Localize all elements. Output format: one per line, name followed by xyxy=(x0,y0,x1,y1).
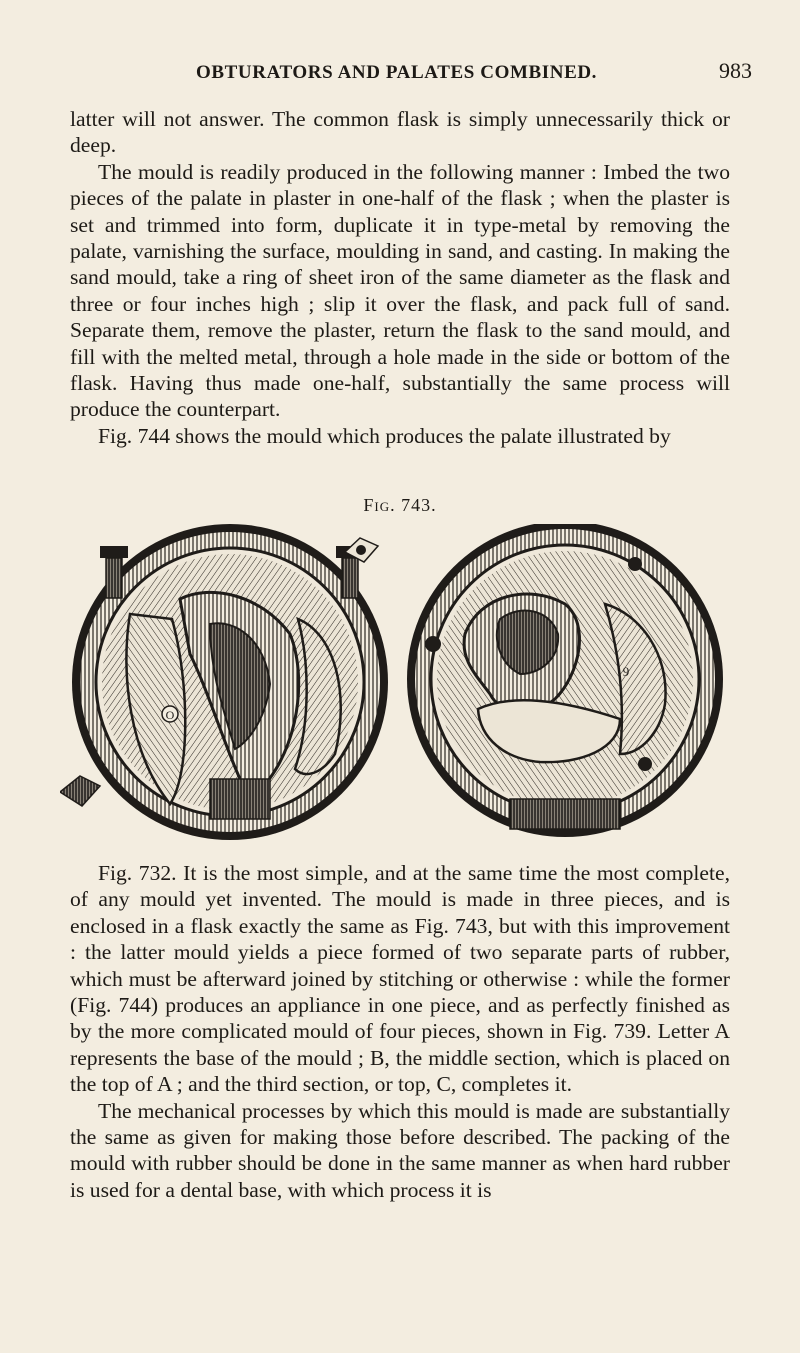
paragraph: The mechanical processes by which this mould is made are substantially the same as given for making those before described. The packing of the mould with rubber should be done in the same manner as when hard rubber is used for a dental base, with which process it is xyxy=(70,1098,730,1202)
paragraph: Fig. 732. It is the most simple, and at the same time the most complete, of any mould yet invented. The mould is made in three pieces, and is enclosed in a flask exactly the same as Fig. 743, but with this improvement : the latter mould yields a piece formed of two separate parts of rubber, which must be afterward joined by stitching or otherwise : while the former (Fig. 744) produces an appliance in one piece, and as perfectly finished as by the more complicated mould of four pieces, shown in Fig. 739. Letter A represents the base of the mould ; B, the middle section, which is placed on the top of A ; and the third section, or top, C, completes it. xyxy=(70,861,730,1097)
running-title: OBTURATORS AND PALATES COMBINED. xyxy=(196,62,598,83)
top-text-block xyxy=(70,106,730,449)
right-flask-letter: 9 xyxy=(622,664,630,679)
right-flask-half xyxy=(407,524,723,837)
mould-flask-illustration xyxy=(60,524,740,844)
page-number: 983 xyxy=(719,58,752,83)
paragraph: latter will not answer. The common flask is simply unnecessarily thick or deep. xyxy=(70,107,730,158)
figure-caption: Fig. 743. xyxy=(363,495,437,515)
left-flask-half xyxy=(60,524,388,840)
left-flask-letter: O xyxy=(165,708,175,722)
bottom-text-block xyxy=(70,860,730,1203)
paragraph: The mould is readily produced in the following manner : Imbed the two pieces of the palate in plaster in one-half of the flask ; when the plaster is set and trimmed into form, duplicate it in type-metal by removing the palate, varnishing the surface, moulding in sand, and casting. In making the sand mould, take a ring of sheet iron of the same diameter as the flask and three or four inches high ; slip it over the flask, and pack full of sand. Separate them, remove the plaster, return the flask to the sand mould, and fill with the melted metal, through a hole made in the side or bottom of the flask. Having thus made one-half, substantially the same process will produce the counterpart. xyxy=(70,159,730,422)
paragraph: Fig. 744 shows the mould which produces the palate illustrated by xyxy=(98,423,671,448)
